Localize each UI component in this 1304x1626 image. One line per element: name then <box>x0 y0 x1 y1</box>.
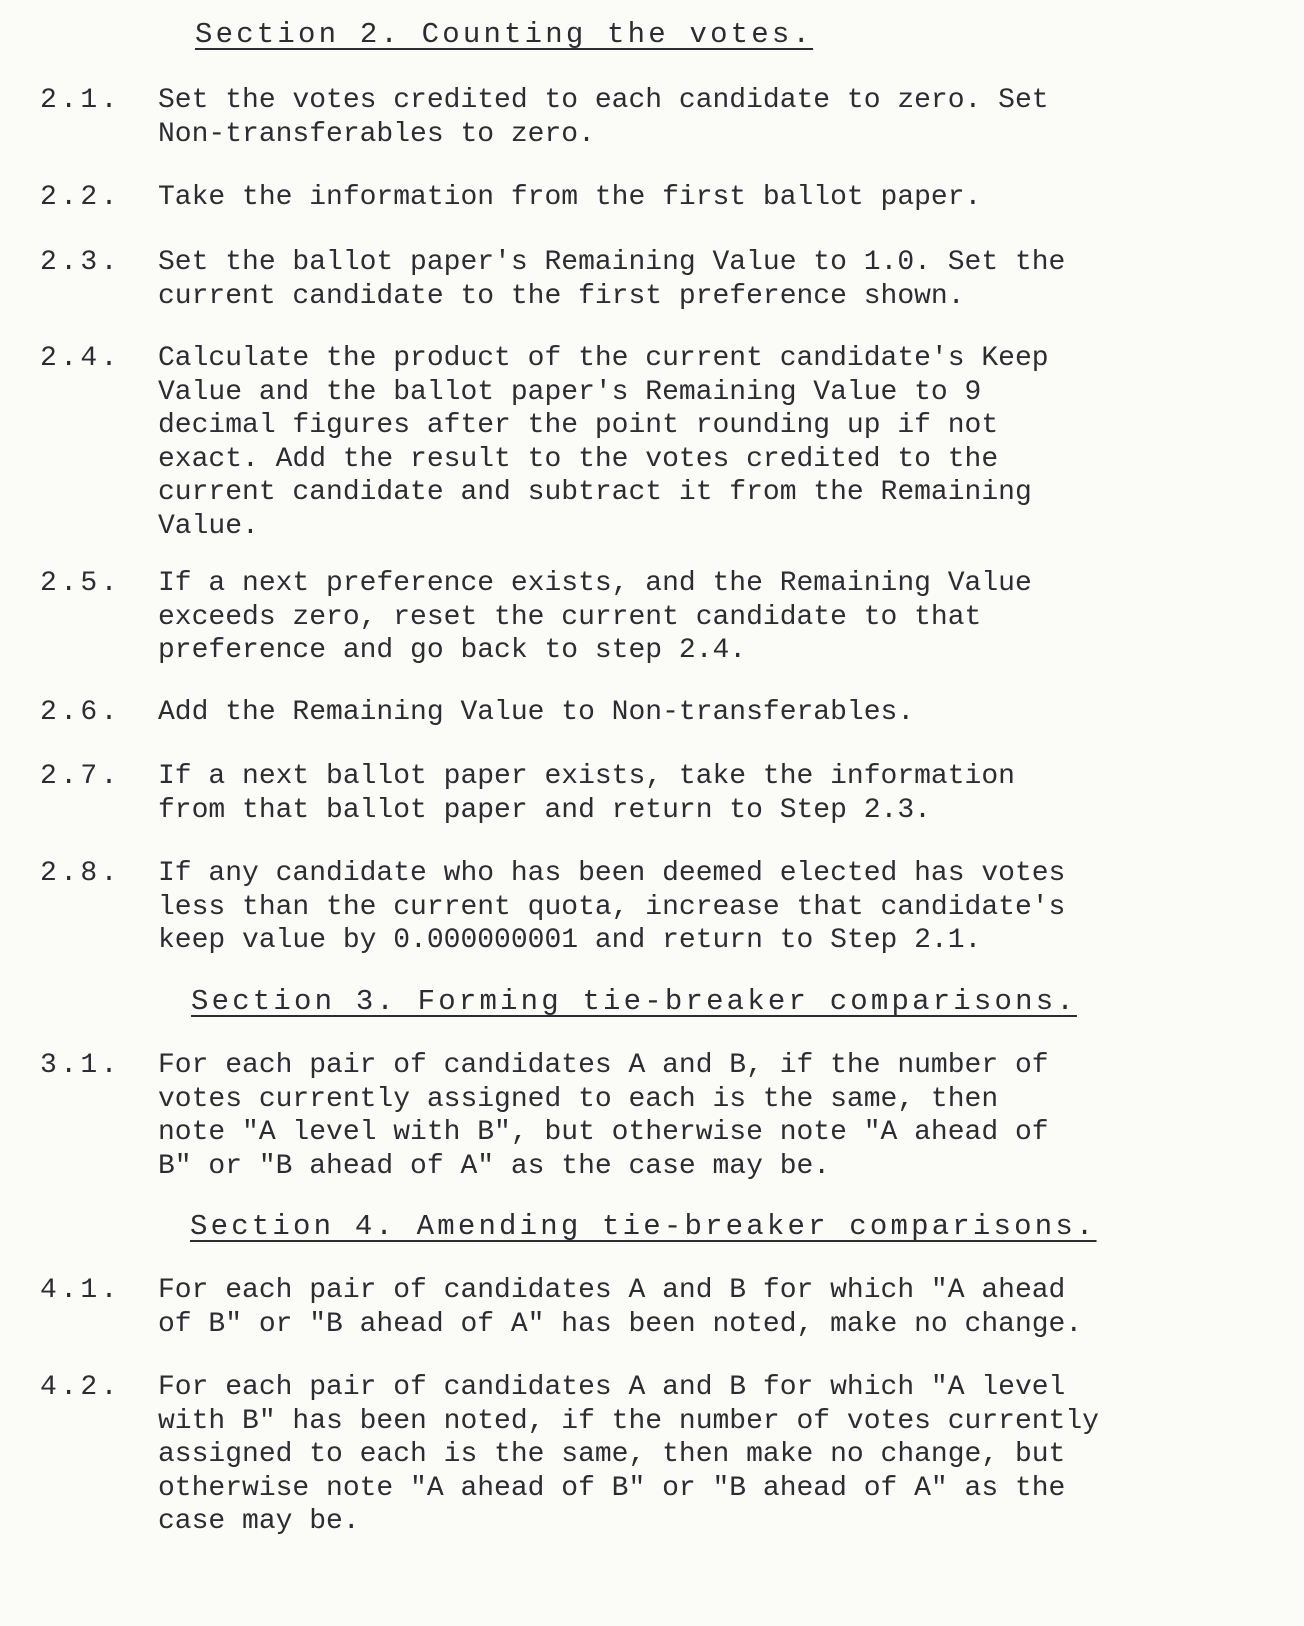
text-line: Value and the ballot paper's Remaining Value to 9 <box>158 376 982 408</box>
step-number: 2.8. <box>40 858 121 889</box>
step-text <box>158 181 1298 215</box>
step-text <box>158 246 1298 313</box>
text-line: keep value by 0.000000001 and return to Step 2.1. <box>158 925 982 956</box>
step-text <box>158 696 1298 730</box>
text-line: from that ballot paper and return to Step 2.3. <box>158 794 931 826</box>
text-line: Take the information from the first ballot paper. <box>158 182 982 213</box>
step-number: 2.6. <box>40 697 121 728</box>
text-line: with B" has been noted, if the number of votes currently <box>158 1405 1099 1437</box>
text-line: For each pair of candidates A and B for which "A level <box>158 1372 1066 1403</box>
text-line: current candidate and subtract it from the Remaining <box>158 477 1032 508</box>
step-number: 2.1. <box>40 85 121 116</box>
text-line: Set the ballot paper's Remaining Value to 1.0. Set the <box>158 247 1066 278</box>
step-number: 2.3. <box>40 247 121 278</box>
text-line: of B" or "B ahead of A" has been noted, make no change. <box>158 1308 1083 1340</box>
text-line: note "A level with B", but otherwise note "A ahead of <box>158 1117 1049 1148</box>
section-2-heading: Section 2. Counting the votes. <box>195 18 814 51</box>
step-number: 2.7. <box>40 761 121 792</box>
text-line: otherwise note "A ahead of B" or "B ahead of A" as the <box>158 1472 1066 1504</box>
text-line: exceeds zero, reset the current candidate to that <box>158 601 982 633</box>
text-line: If a next ballot paper exists, take the information <box>158 761 1015 792</box>
step-text <box>158 857 1298 958</box>
text-line: votes currently assigned to each is the same, then <box>158 1083 999 1115</box>
text-line: Add the Remaining Value to Non-transferables. <box>158 697 915 728</box>
text-line: assigned to each is the same, then make no change, but <box>158 1439 1066 1470</box>
step-number: 2.4. <box>40 343 121 374</box>
step-text <box>158 342 1298 543</box>
step-text <box>158 760 1298 827</box>
text-line: Set the votes credited to each candidate to zero. Set <box>158 85 1049 116</box>
text-line: Value. <box>158 510 259 542</box>
step-number: 4.1. <box>40 1275 121 1306</box>
text-line: For each pair of candidates A and B for which "A ahead <box>158 1275 1066 1306</box>
step-text <box>158 567 1298 668</box>
step-text <box>158 1371 1298 1539</box>
text-line: Calculate the product of the current candidate's Keep <box>158 343 1049 374</box>
text-line: case may be. <box>158 1506 360 1537</box>
step-number: 2.2. <box>40 182 121 213</box>
text-line: Non-transferables to zero. <box>158 118 595 150</box>
step-number: 3.1. <box>40 1050 121 1081</box>
step-text <box>158 1049 1298 1183</box>
text-line: If a next preference exists, and the Remaining Value <box>158 568 1032 599</box>
text-line: exact. Add the result to the votes credited to the <box>158 443 999 475</box>
text-line: less than the current quota, increase that candidate's <box>158 891 1066 923</box>
text-line: B" or "B ahead of A" as the case may be. <box>158 1150 831 1182</box>
step-number: 2.5. <box>40 568 121 599</box>
text-line: For each pair of candidates A and B, if the number of <box>158 1050 1049 1081</box>
step-text <box>158 84 1298 151</box>
step-text <box>158 1274 1298 1341</box>
text-line: If any candidate who has been deemed elected has votes <box>158 858 1066 889</box>
text-line: preference and go back to step 2.4. <box>158 635 747 666</box>
step-number: 4.2. <box>40 1372 121 1403</box>
text-line: decimal figures after the point rounding up if not <box>158 410 999 441</box>
section-4-heading: Section 4. Amending tie-breaker comparisons. <box>190 1210 1097 1243</box>
section-3-heading: Section 3. Forming tie-breaker comparisons. <box>191 985 1077 1018</box>
text-line: current candidate to the first preference shown. <box>158 280 965 312</box>
